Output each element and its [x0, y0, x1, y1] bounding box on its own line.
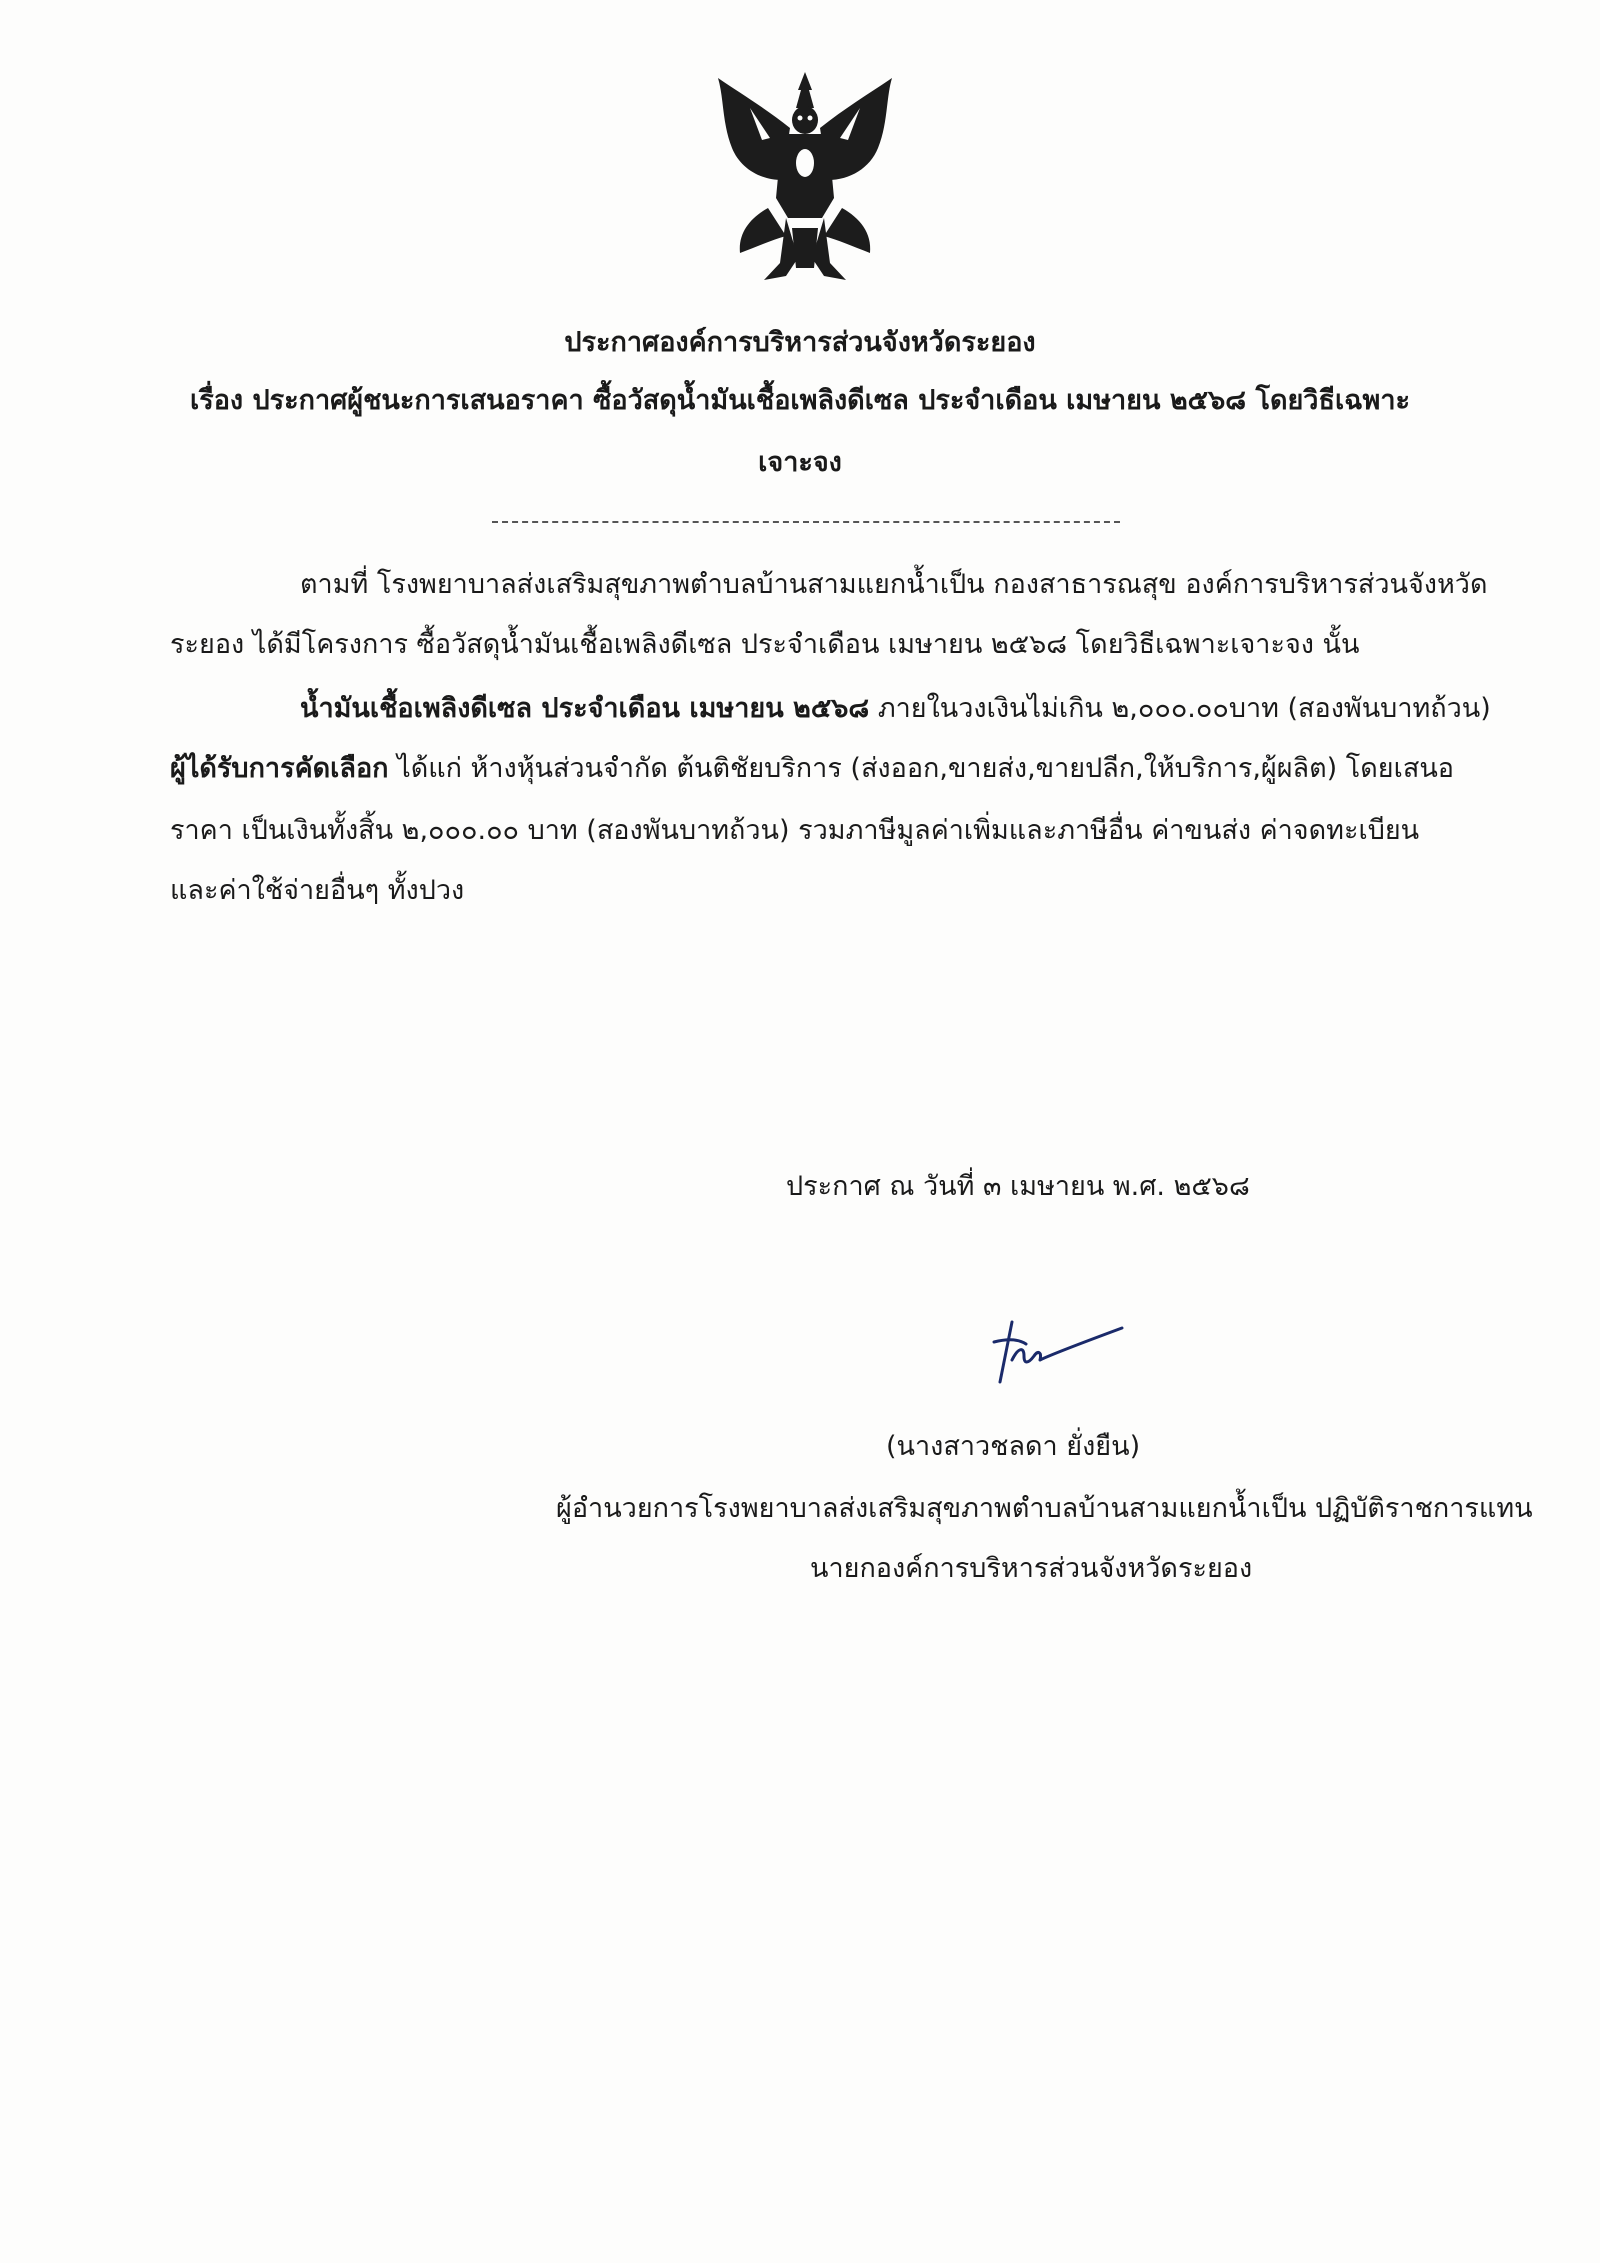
paragraph-2-line-1 [300, 686, 1491, 729]
paragraph-2-line-2 [170, 746, 1454, 789]
announcement-title: ประกาศองค์การบริหารส่วนจังหวัดระยอง [564, 327, 1036, 358]
item-name: น้ำมันเชื้อเพลิงดีเซล ประจำเดือน เมษายน ๒๕๖๘ [300, 693, 870, 724]
budget-text: ภายในวงเงินไม่เกิน ๒,๐๐๐.๐๐บาท (สองพันบาทถ้วน) [869, 693, 1491, 724]
paragraph-2-line-3: ราคา เป็นเงินทั้งสิ้น ๒,๐๐๐.๐๐ บาท (สองพันบาทถ้วน) รวมภาษีมูลค่าเพิ่มและภาษีอื่น ค่าขนส่ง ค่าจดทะเบียน [170, 815, 1420, 846]
divider [492, 521, 1120, 523]
paragraph-1-line-1: ตามที่ โรงพยาบาลส่งเสริมสุขภาพตำบลบ้านสามแยกน้ำเป็น กองสาธารณสุข องค์การบริหารส่วนจังหวัด [300, 569, 1488, 600]
signatory-position-continued: นายกองค์การบริหารส่วนจังหวัดระยอง [810, 1553, 1253, 1584]
announcement-subject-continued: เจาะจง [758, 447, 842, 478]
signatory-name: (นางสาวชลดา ยั่งยืน) [886, 1431, 1141, 1462]
paragraph-2-line-4: และค่าใช้จ่ายอื่นๆ ทั้งปวง [170, 875, 465, 906]
signatory-position: ผู้อำนวยการโรงพยาบาลส่งเสริมสุขภาพตำบลบ้านสามแยกน้ำเป็น ปฏิบัติราชการแทน [556, 1493, 1533, 1524]
announcement-subject: เรื่อง ประกาศผู้ชนะการเสนอราคา ซื้อวัสดุน้ำมันเชื้อเพลิงดีเซล ประจำเดือน เมษายน ๒๕๖๘ โดยวิธีเฉพาะ [189, 385, 1411, 416]
winner-text: ได้แก่ ห้างหุ้นส่วนจำกัด ต้นติชัยบริการ (ส่งออก,ขายส่ง,ขายปลีก,ให้บริการ,ผู้ผลิต) โดยเสนอ [388, 753, 1454, 784]
winner-label: ผู้ได้รับการคัดเลือก [170, 753, 389, 784]
announce-date: ประกาศ ณ วันที่ ๓ เมษายน พ.ศ. ๒๕๖๘ [786, 1171, 1250, 1202]
handwritten-signature [990, 1300, 1130, 1390]
paragraph-1-line-2: ระยอง ได้มีโครงการ ซื้อวัสดุน้ำมันเชื้อเพลิงดีเซล ประจำเดือน เมษายน ๒๕๖๘ โดยวิธีเฉพาะเจาะจง นั้น [170, 629, 1360, 660]
garuda-emblem-icon [710, 68, 900, 293]
